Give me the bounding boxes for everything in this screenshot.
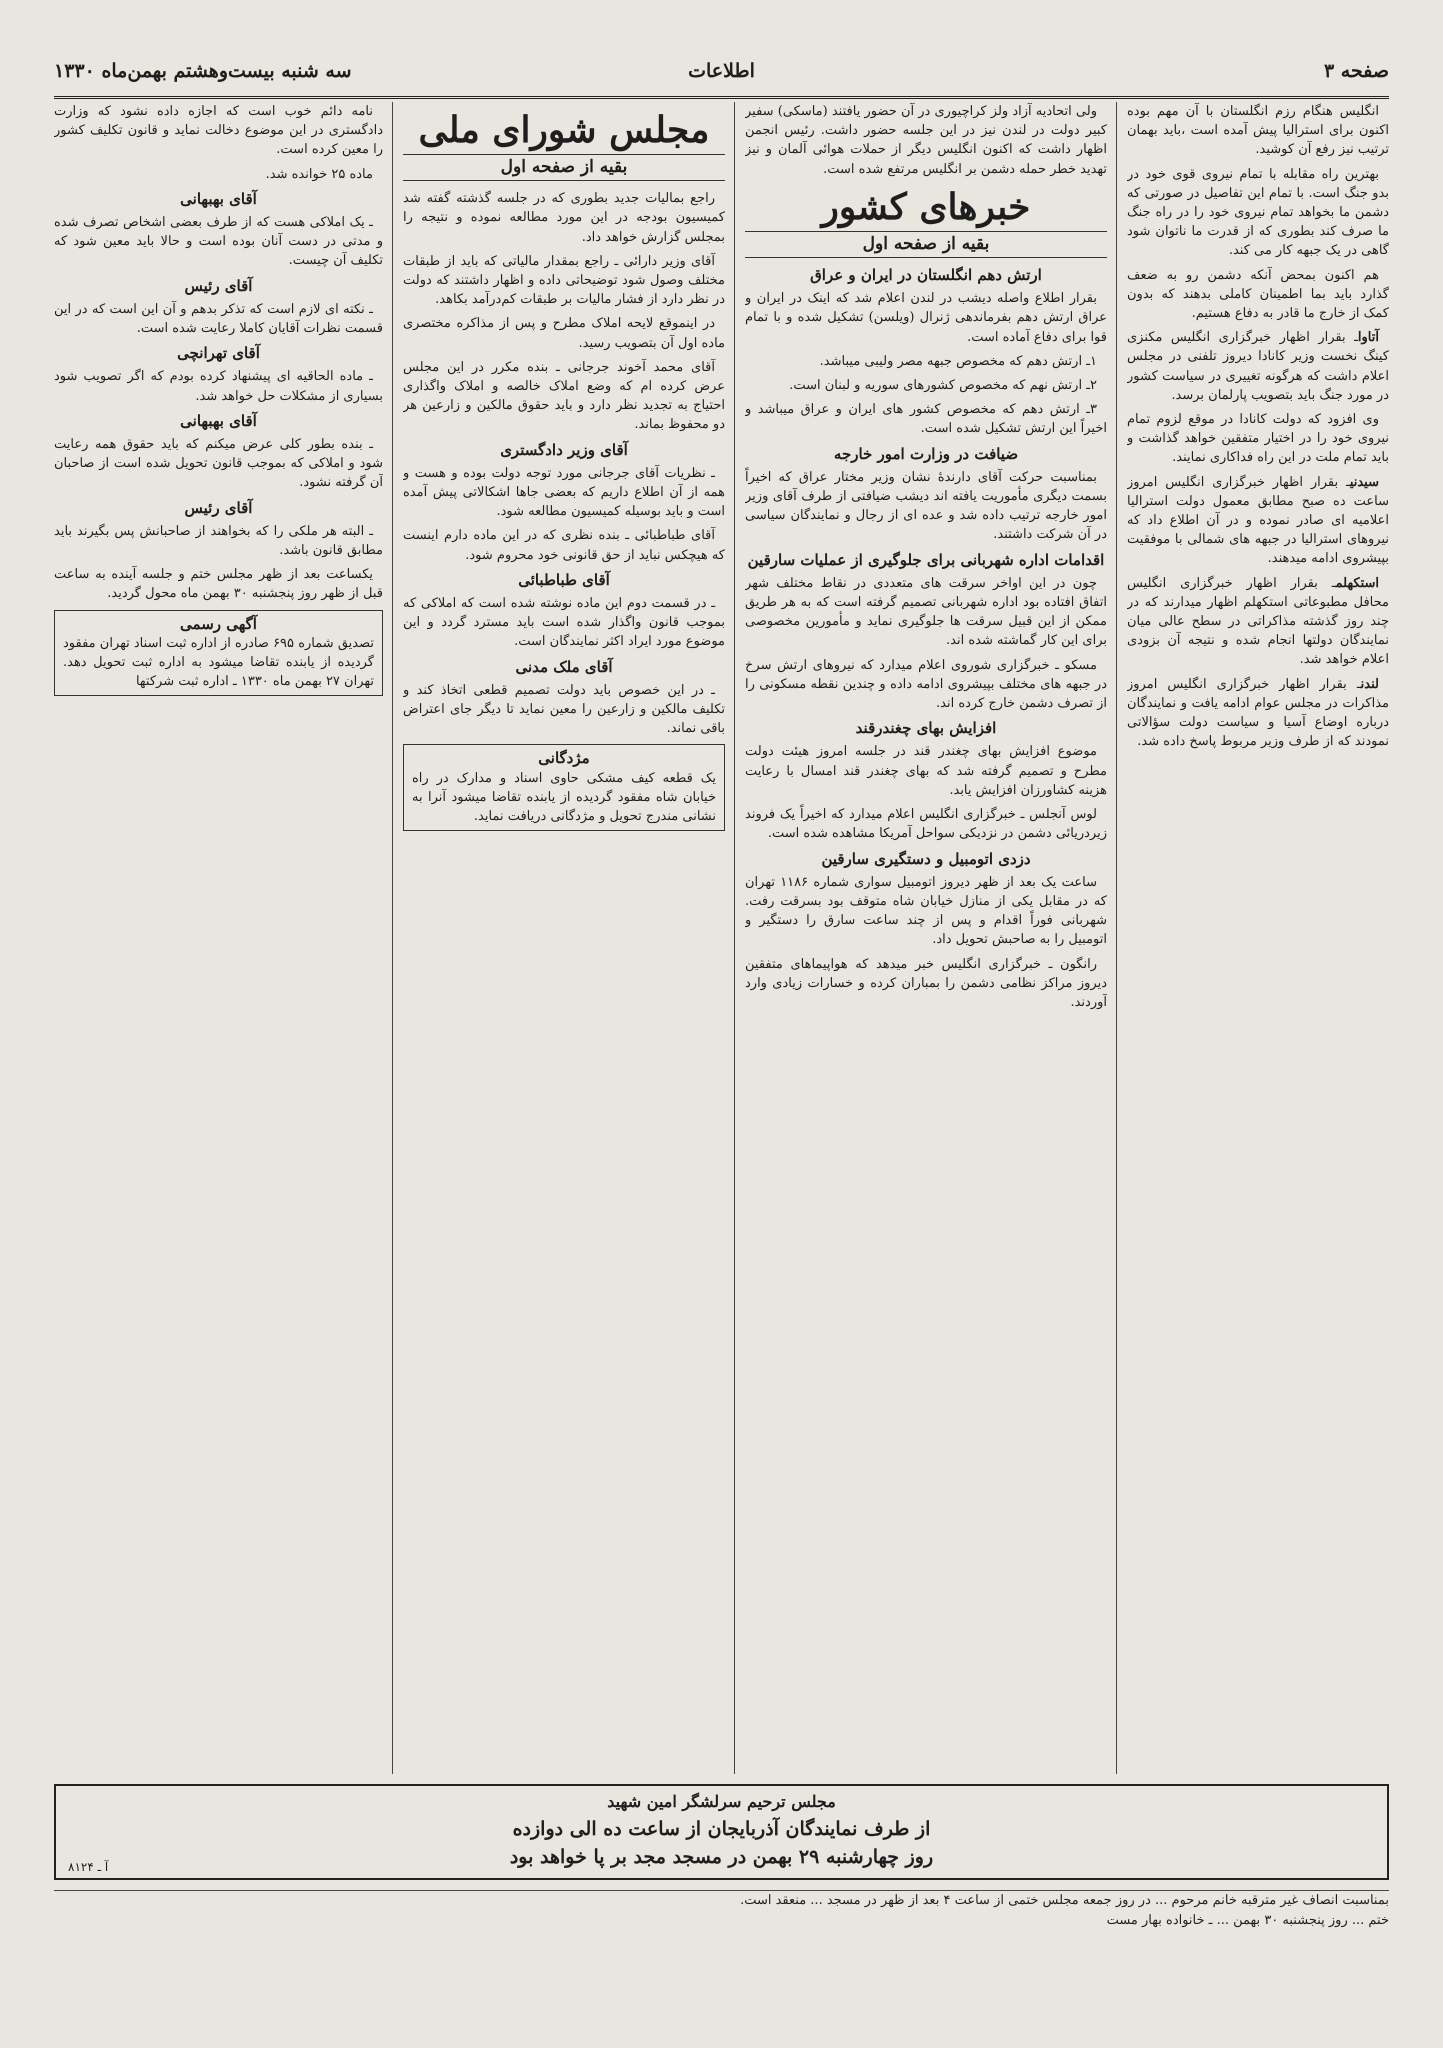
- column-rule: [1116, 102, 1117, 1774]
- official-notice-box: [54, 610, 383, 697]
- section-title: مجلس شورای ملی: [418, 109, 710, 151]
- classified-title: مژدگانی: [538, 749, 590, 768]
- article-paragraph: ماده ۲۵ خوانده شد.: [265, 166, 373, 182]
- bottom-ad-left: ختم ... روز پنجشنبه ۳۰ بهمن ... ـ خانواده بهار مست: [1106, 1913, 1389, 1928]
- dateline-city: آتاوا: [1357, 330, 1379, 346]
- section-subtitle: بقیه از صفحه اول: [403, 154, 725, 181]
- column-4: [54, 102, 383, 1774]
- paper-name: اطلاعات: [688, 60, 755, 82]
- news-item: استکهلمـ بقرار اظهار خبرگزاری انگلیس محافل مطبوعاتی استکهلم اظهار میدارند که در چند روز گذشته مذاکراتی در سطح عالی میان نمایندگان دولتها انجام شده و نتیجه آن بزودی اعلام خواهد شد.: [1127, 575, 1389, 668]
- column-1: [1127, 102, 1389, 1774]
- section-title: خبرهای کشور: [821, 185, 1031, 228]
- memorial-sign: آ ـ ۸۱۲۴: [68, 1860, 109, 1874]
- dateline-city: سیدنی: [1349, 474, 1379, 490]
- memorial-line-1: از طرف نمایندگان آذربایجان از ساعت ده الی دوازده: [512, 1818, 931, 1840]
- memorial-line-2: روز چهارشنبه ۲۹ بهمن در مسجد مجد بر پا خواهد بود: [509, 1846, 934, 1868]
- article-paragraph: ـ نکته ای لازم است که تذکر بدهم و آن این است که در این قسمت نظرات آقایان کاملا رعایت شده است.: [54, 301, 383, 337]
- article-paragraph: نامه دائم خوب است که اجازه داده نشود که وزارت دادگستری در این موضوع دخالت نماید و قانون تکلیف کشور را معین کرده است.: [54, 104, 383, 158]
- article-paragraph: ـ البته هر ملکی را که بخواهند از صاحبانش پس بگیرند باید مطابق قانون باشد.: [54, 523, 383, 559]
- article-paragraph: ـ در این خصوص باید دولت تصمیم قطعی اتخاذ کند و تکلیف مالکین و زارعین را معین نماید تا دیگر جای اعتراض باقی نماند.: [403, 682, 725, 737]
- column-2: [745, 102, 1107, 1774]
- official-notice-text: تصدیق شماره ۶۹۵ صادره از اداره ثبت اسناد تهران مفقود گردیده از یابنده تقاضا میشود به اداره ثبت تحویل دهد. تهران ۲۷ بهمن ماه ۱۳۳۰ ـ اداره ثبت شرکتها: [63, 635, 374, 690]
- article-paragraph: بقرار اطلاع واصله دیشب در لندن اعلام شد که اینک در ایران و عراق ارتش دهم بفرماندهی ژنرال (ویلسن) تشکیل شده و با تمام قوا برای دفاع آماده است.: [745, 291, 1107, 345]
- speaker-headline: آقای وزیر دادگستری: [500, 440, 628, 459]
- article-paragraph: ـ نظریات آقای جرجانی مورد توجه دولت بوده و هست و همه از آن اطلاع داریم که بعضی جاها اشکالاتی پیش آمده است و باید بوسیله کمیسیون مطالعه شود.: [403, 465, 725, 520]
- article-paragraph: بهترین راه مقابله با تمام نیروی قوی خود در بدو جنگ است. با تمام این تفاصیل در صورتی که دشمن ما بخواهد تمام نیروی خود را در راه جنگ ما صرف کند بطوری که از قدرت ما ناتوان شود گاهی در یک جبهه کار می کند.: [1127, 166, 1389, 259]
- memorial-title: مجلس ترحیم سرلشگر امین شهید: [607, 1792, 836, 1811]
- article-paragraph: یکساعت بعد از ظهر مجلس ختم و جلسه آینده به ساعت قبل از ظهر روز پنجشنبه ۳۰ بهمن ماه محول گردید.: [54, 567, 383, 602]
- news-item: لندنـ بقرار اظهار خبرگزاری انگلیس امروز مذاکرات در مجلس عوام ادامه یافت و نمایندگان درباره اوضاع آسیا و سیاست دولت سؤالاتی نمودند که از طرف وزیر مربوط پاسخ داده شد.: [1127, 676, 1389, 750]
- article-paragraph: ۱ـ ارتش دهم که مخصوص جبهه مصر ولیبی میباشد.: [819, 353, 1097, 369]
- article-paragraph: آقای محمد آخوند جرجانی ـ بنده مکرر در این مجلس عرض کرده ام که وضع املاک خالصه و املاک واگذاری احتیاج به تجدید نظر دارد و باید حقوق مالکین و زارعین هر دو محفوظ بماند.: [403, 359, 725, 433]
- article-paragraph: وی افزود که دولت کانادا در موقع لزوم تمام نیروی خود را در اختیار متفقین خواهد گذاشت و باید تمام ملت در این راه فداکاری نمایند.: [1127, 412, 1389, 466]
- article-paragraph: ۲ـ ارتش نهم که مخصوص کشورهای سوریه و لبنان است.: [789, 378, 1097, 394]
- date-line: سه شنبه بیست‌وهشتم بهمن‌ماه ۱۳۳۰: [54, 60, 352, 82]
- article-paragraph: مسکو ـ خبرگزاری شوروی اعلام میدارد که نیروهای ارتش سرخ در جبهه های مختلف بپیشروی ادامه داده و چندین نقطه مسکونی را از تصرف دشمن خارج کرده اند.: [745, 657, 1107, 712]
- news-item: سیدنیـ بقرار اظهار خبرگزاری انگلیس امروز ساعت ده صبح مطابق معمول دولت استرالیا اعلامیه ای صادر نموده و در آن اطلاع داد که نیروهای استرالیا در جبهه های شمالی با موفقیت بپیشروی ادامه میدهند.: [1127, 474, 1389, 567]
- article-paragraph: آقای طباطبائی ـ بنده نظری که در این ماده دارم اینست که هیچکس نباید از حق قانونی خود محروم شود.: [403, 528, 725, 563]
- article-paragraph: بمناسبت حرکت آقای دارندهٔ نشان وزیر مختار عراق که اخیراً بسمت دیگری مأموریت یافته اند دیشب ضیافتی از طرف آقای وزیر امور خارجه ترتیب داده شد و عده ای از رجال و نمایندگان سیاسی در آن شرکت داشتند.: [745, 469, 1107, 543]
- article-paragraph: در اینموقع لایحه املاک مطرح و پس از مذاکره مختصری ماده اول آن بتصویب رسید.: [403, 316, 725, 351]
- article-paragraph: ساعت یک بعد از ظهر دیروز اتومبیل سواری شماره ۱۱۸۶ تهران که در مقابل یکی از منازل خیابان شاه متوقف بود بسرقت رفت. شهربانی فوراً اقدام و پس از چند ساعت سارق را دستگیر و اتومبیل را به صاحبش تحویل داد.: [745, 874, 1107, 948]
- official-notice-title: آگهی رسمی: [180, 614, 257, 633]
- article-paragraph: راجع بمالیات جدید بطوری که در جلسه گذشته گفته شد کمیسیون بودجه در این مورد مطالعه نموده و نتیجه را بمجلس گزارش خواهد داد.: [403, 191, 725, 245]
- column-3: [403, 102, 725, 1774]
- article-paragraph: رانگون ـ خبرگزاری انگلیس خبر میدهد که هواپیماهای متفقین دیروز مراکز نظامی دشمن را بمباران کرده و خسارات زیادی وارد آوردند.: [745, 956, 1107, 1010]
- classified-text: یک قطعه کیف مشکی حاوی اسناد و مدارک در راه خیابان شاه مفقود گردیده از یابنده تقاضا میشود آنرا به نشانی مندرج تحویل و مژدگانی دریافت نماید.: [412, 770, 716, 825]
- page-label: صفحه ۳: [1323, 60, 1389, 82]
- speaker-headline: آقای رئیس: [184, 276, 253, 295]
- bottom-ad-right: بمناسبت انصاف غیر مترقبه خانم مرحوم ... در روز جمعه مجلس ختمی از ساعت ۴ بعد از ظهر در مسجد ... منعقد است.: [740, 1893, 1389, 1908]
- section-subtitle: بقیه از صفحه اول: [745, 231, 1107, 258]
- article-paragraph: ولی اتحادیه آزاد ولز کراچیوری در آن حضور یافتند (ماسکی) سفیر کبیر دولت در لندن نیز در این جلسه حضور داشت. رئیس انجمن اظهار داشت که اکنون انگلیس دیگر از حملات هوائی آلمان و نیز تهدید خطر حمله دشمن بر انگلیس مرتفع شده است.: [745, 104, 1107, 177]
- speaker-headline: آقای تهرانچی: [177, 344, 260, 363]
- article-headline: ضیافت در وزارت امور خارجه: [833, 444, 1019, 463]
- speaker-headline: آقای ملک مدنی: [515, 657, 613, 676]
- bottom-ads: [54, 1890, 1389, 1951]
- column-rule: [392, 102, 393, 1774]
- article-paragraph: موضوع افزایش بهای چغندر قند در جلسه امروز هیئت دولت مطرح و تصمیم گرفته شد که بهای چغندر قند امسال با رعایت هزینه کشاورزان افزایش یابد.: [745, 744, 1107, 798]
- article-paragraph: هم اکنون بمحض آنکه دشمن رو به ضعف گذارد باید بما اطمینان کاملی بدهند که بدون کمک از خارج ما قادر به دفاع هستیم.: [1127, 267, 1389, 322]
- speaker-headline: آقای رئیس: [184, 498, 253, 517]
- masthead: [54, 56, 1389, 99]
- article-headline: دزدی اتومبیل و دستگیری سارقین: [821, 849, 1031, 868]
- article-paragraph: ـ در قسمت دوم این ماده نوشته شده است که املاکی که بموجب قانون واگذار شده است باید مسترد گردد و این موضوع مورد ایراد اکثر نمایندگان است.: [403, 596, 725, 650]
- article-paragraph: چون در این اواخر سرقت های متعددی در نقاط مختلف شهر اتفاق افتاده بود اداره شهربانی تصمیم گرفته است که به هر طریق ممکن از این قبیل سرقت ها جلوگیری نماید و مأمورین مخصوصی برای این کار گماشته شده اند.: [745, 575, 1107, 649]
- article-paragraph: انگلیس هنگام رزم انگلستان با آن مهم بوده اکنون برای استرالیا پیش آمده است ،باید بهمان ترتیب نیز رفع آن کوشید.: [1127, 104, 1389, 158]
- article-headline: اقدامات اداره شهربانی برای جلوگیری از عملیات سارقین: [747, 550, 1105, 569]
- news-item: آتاواـ بقرار اظهار خبرگزاری انگلیس مکنزی کینگ نخست وزیر کانادا دیروز تلفنی در مجلس اعلام داشت که هرگونه تغییری در سیاست کشور در مورد جنگ باید بتصویب پارلمان برسد.: [1127, 330, 1389, 403]
- article-paragraph: ـ یک املاکی هست که از طرف بعضی اشخاص تصرف شده و مدتی در دست آنان بوده است و حالا باید معین شود که تکلیف آن چیست.: [54, 215, 383, 269]
- article-paragraph: ۳ـ ارتش دهم که مخصوص کشور های ایران و عراق میباشد و اخیراً این ارتش تشکیل شده است.: [745, 402, 1107, 437]
- article-paragraph: آقای وزیر دارائی ـ راجع بمقدار مالیاتی که باید از طبقات مختلف وصول شود توضیحاتی داده و اظهار داشتند که دولت در نظر دارد از فشار مالیات بر طبقات کم‌درآمد بکاهد.: [403, 253, 725, 308]
- article-headline: افزایش بهای چغندرقند: [855, 719, 997, 738]
- dateline-city: لندن: [1360, 676, 1379, 692]
- article-paragraph: ـ بنده بطور کلی عرض میکنم که باید حقوق همه رعایت شود و املاکی که بموجب قانون تحویل شده است از صاحبان آن گرفته نشود.: [54, 437, 383, 491]
- column-rule: [734, 102, 735, 1774]
- article-headline: ارتش دهم انگلستان در ایران و عراق: [810, 266, 1042, 285]
- dateline-city: استکهلم: [1335, 575, 1379, 591]
- speaker-headline: آقای بهبهانی: [180, 189, 257, 208]
- speaker-headline: آقای طباطبائی: [518, 570, 610, 589]
- speaker-headline: آقای بهبهانی: [180, 411, 257, 430]
- classified-box: [403, 744, 725, 831]
- article-paragraph: ـ ماده الحاقیه ای پیشنهاد کرده بودم که اگر تصویب شود بسیاری از مشکلات حل خواهد شد.: [54, 369, 383, 404]
- article-paragraph: لوس آنجلس ـ خبرگزاری انگلیس اعلام میدارد که اخیراً یک فروند زیردریائی دشمن در نزدیکی سواحل آمریکا مشاهده شده است.: [745, 807, 1107, 842]
- memorial-notice: [54, 1784, 1389, 1880]
